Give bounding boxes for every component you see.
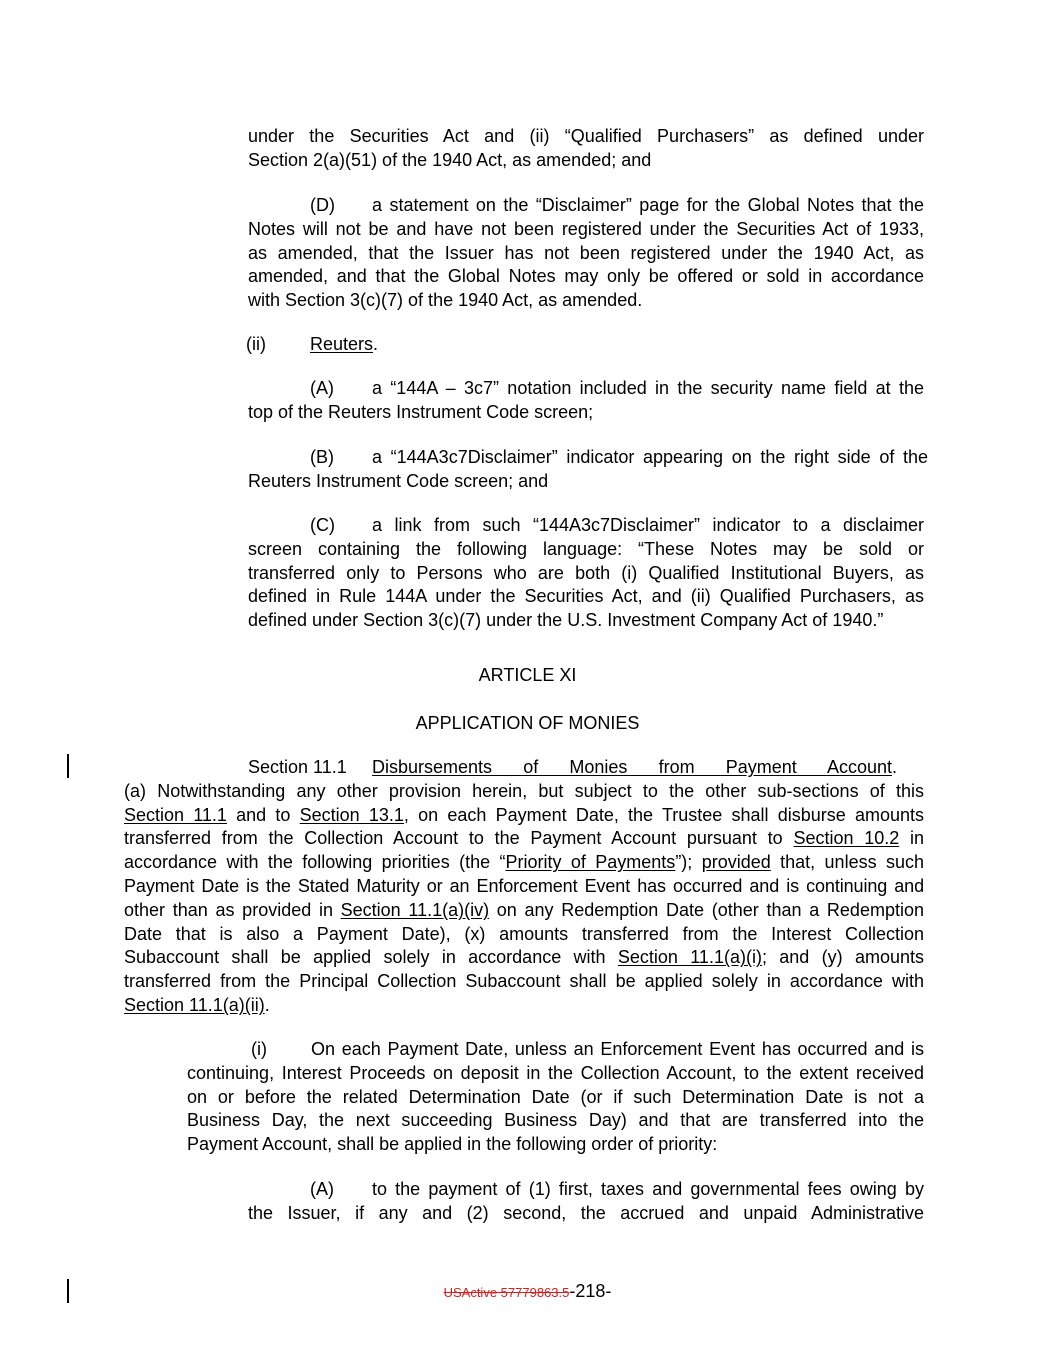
cross-reference[interactable]: Section 11.1(a)(iv) [340,899,490,920]
article-title: ARTICLE XI [478,665,577,685]
cross-reference[interactable]: Section 11.1(a)(ii) [124,994,265,1015]
paragraph-label: (B) [310,447,334,467]
paragraph-label: (C) [310,515,335,535]
paragraph-c: (C) a link from such “144A3c7Disclaimer” indicator to a disclaimer screen containing the following language: “These Notes may be sold or transferred only to Persons who are both (i) Qualified Institutional Buyers, as defined in Rule 144A under the Securities Act, and (ii) Qualified Purchasers, as defined under Section 3(c)(7) under the U.S. Investment Company Act of 1940.” [248,515,924,631]
subsection-label: (ii) [246,334,266,354]
paragraph-b: (B) a “144A3c7Disclaimer” indicator appearing on the right side of the Reuters Instrument Code screen; and [248,447,928,491]
defined-term: provided [701,852,771,873]
page-footer [0,1281,1055,1302]
page-number: -218- [569,1281,612,1301]
paragraph-continuation: under the Securities Act and (ii) “Qualified Purchasers” as defined under Section 2(a)(51) of the 1940 Act, as amended; and [248,126,924,170]
cross-reference[interactable]: Section 13.1 [299,804,404,825]
paragraph-label: (A) [310,1179,334,1199]
paragraph-label: (A) [310,378,334,398]
cross-reference[interactable]: Section 11.1 [124,804,227,825]
section-title: Disbursements of Monies from Payment Account [372,757,892,777]
paragraph-d: (D) a statement on the “Disclaimer” page for the Global Notes that the Notes will not be and have not been registered under the Securities Act of 1933, as amended, that the Issuer has not been registered under the 1940 Act, as amended, and that the Global Notes may only be offered or sold in accordance with Section 3(c)(7) of the 1940 Act, as amended. [248,195,924,311]
paragraph-i: (i) On each Payment Date, unless an Enforcement Event has occurred and is continuing, Interest Proceeds on deposit in the Collection Account, to the extent received on or before the related Determination Date (or if such Determination Date is not a Business Day, the next succeeding Business Day) and that are transferred into the Payment Account, shall be applied in the following order of priority: [187,1039,924,1155]
section-number: Section 11.1 [248,757,347,777]
subsection-title: Reuters [310,334,374,354]
section-11-1: Section 11.1 Disbursements of Monies from Payment Account. (a) Notwithstanding any other provision herein, but subject to the other sub-sections of this Section 11.1 and to Section 13.1, on each Payment Date, the Trustee shall disburse amounts transferred from the Collection Account to the Payment Account pursuant to Section 10.2 in accordance with the following priorities (the “Priority of Payments”); provided that, unless such Payment Date is the Stated Maturity or an Enforcement Event has occurred and is continuing and other than as provided in Section 11.1(a)(iv) on any Redemption Date (other than a Redemption Date that is also a Payment Date), (x) amounts transferred from the Interest Collection Subaccount shall be applied solely in accordance with Section 11.1(a)(i); and (y) amounts transferred from the Principal Collection Subaccount shall be applied solely in accordance with Section 11.1(a)(ii). [124,757,925,1015]
paragraph-label: (i) [251,1039,267,1059]
paragraph-label: (D) [310,195,335,215]
article-subtitle: APPLICATION OF MONIES [415,713,640,733]
subsection-reuters: (ii) Reuters. [246,333,922,357]
paragraph-a: (A) a “144A – 3c7” notation included in the security name field at the top of the Reuters Instrument Code screen; [248,378,924,422]
cross-reference[interactable]: Section 11.1(a)(i) [617,947,762,968]
change-bar [67,754,69,778]
cross-reference[interactable]: Section 10.2 [793,828,900,849]
document-id: USActive 57779863.5 [443,1285,570,1300]
defined-term: Priority of Payments [505,852,676,873]
paragraph-a-payment: (A) to the payment of (1) first, taxes and governmental fees owing by the Issuer, if any and (2) second, the accrued and unpaid Administrative [248,1179,924,1223]
